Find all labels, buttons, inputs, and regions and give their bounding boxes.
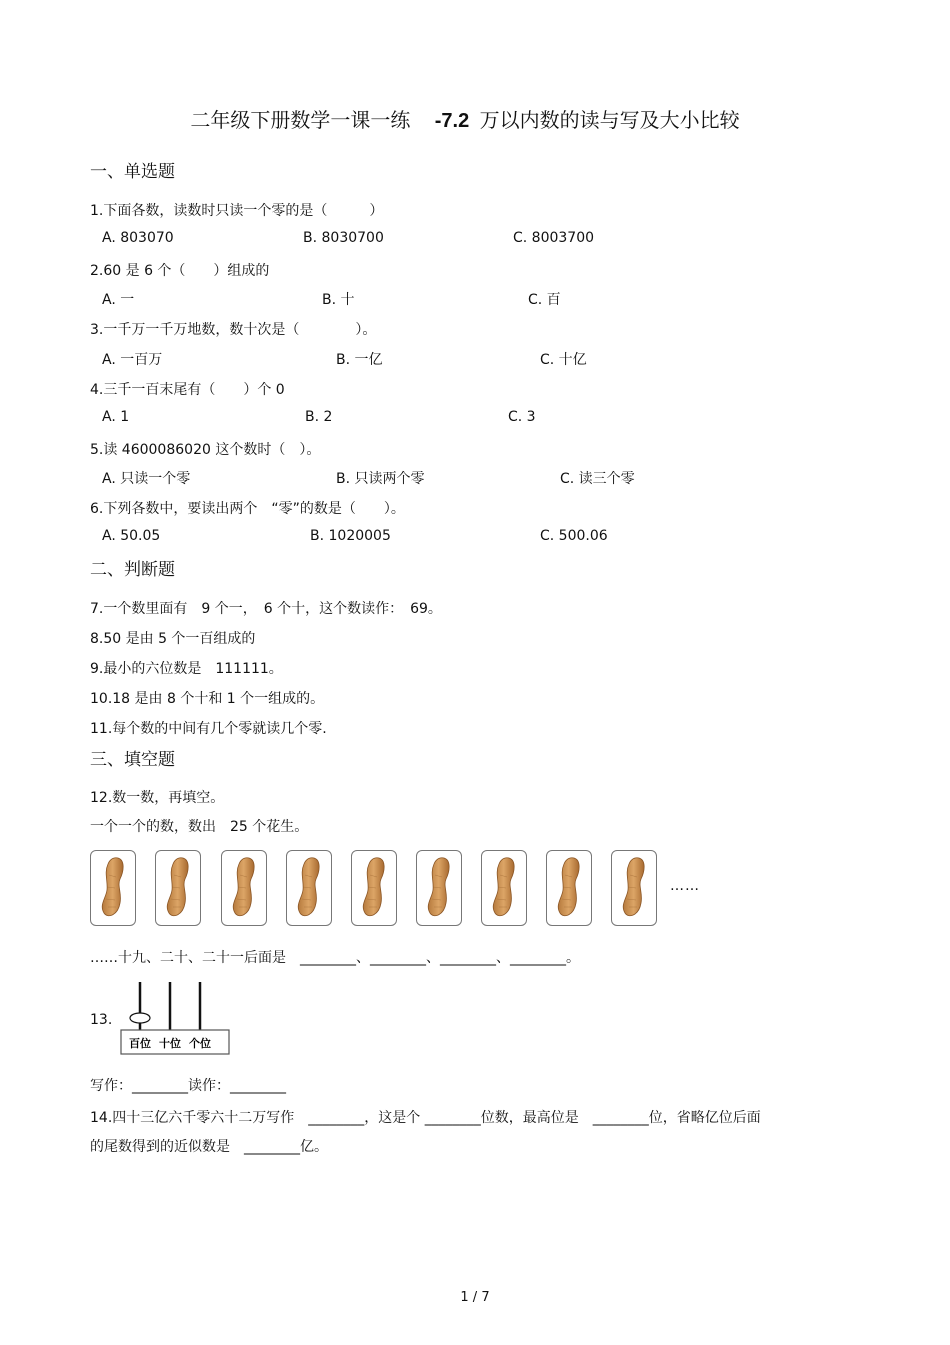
peanut-card (351, 850, 397, 926)
peanut-card (416, 850, 462, 926)
question-11: 11.每个数的中间有几个零就读几个零. (90, 721, 327, 737)
q5-option-a: A. 只读一个零 (102, 471, 191, 487)
abacus-label-ones: 个位 (189, 1037, 211, 1050)
peanut-image (161, 855, 195, 921)
q6-option-c: C. 500.06 (540, 528, 608, 544)
question-12: 12.数一数，再填空。 (90, 790, 225, 806)
question-12-instruction: 一个一个的数，数出 25 个花生。 (90, 819, 309, 835)
question-4: 4.三千一百末尾有（ ）个 0 (90, 382, 285, 398)
q1-option-c: C. 8003700 (513, 230, 595, 246)
abacus-label-tens: 十位 (159, 1037, 181, 1050)
peanut-card (90, 850, 136, 926)
q5-option-c: C. 读三个零 (560, 471, 635, 487)
title-prefix: 二年级下册数学一课一练 (190, 108, 411, 132)
peanut-image (617, 855, 651, 921)
title-number: -7.2 (434, 110, 470, 132)
question-12-fill: ……十九、二十、二十一后面是 ________、________、________、________。 (90, 950, 580, 966)
peanut-ellipsis: …… (670, 878, 700, 894)
peanut-image (227, 855, 261, 921)
q1-option-a: A. 803070 (102, 230, 174, 246)
q3-option-b: B. 一亿 (336, 352, 383, 368)
question-1: 1.下面各数，读数时只读一个零的是（ ） (90, 203, 384, 219)
peanut-card (546, 850, 592, 926)
peanut-card (611, 850, 657, 926)
section-heading-single-choice: 一、单选题 (90, 162, 175, 182)
question-2: 2.60 是 6 个（ ）组成的 (90, 263, 270, 279)
abacus-bead (130, 1013, 150, 1023)
peanut-card (481, 850, 527, 926)
title-suffix: 万以内数的读与写及大小比较 (479, 108, 740, 132)
q1-option-b: B. 8030700 (303, 230, 384, 246)
q2-option-a: A. 一 (102, 292, 135, 308)
page-number: 1 / 7 (460, 1290, 490, 1305)
question-13-fill: 写作：________读作：________ (90, 1078, 286, 1094)
q4-option-b: B. 2 (305, 409, 333, 425)
peanut-card (221, 850, 267, 926)
peanut-card (286, 850, 332, 926)
section-heading-fill-blank: 三、填空题 (90, 750, 175, 770)
peanut-image (292, 855, 326, 921)
question-7: 7.一个数里面有 9 个一， 6 个十，这个数读作： 69。 (90, 601, 442, 617)
q2-option-c: C. 百 (528, 292, 561, 308)
q3-option-a: A. 一百万 (102, 352, 163, 368)
q4-option-c: C. 3 (508, 409, 536, 425)
peanut-image (96, 855, 130, 921)
q2-option-b: B. 十 (322, 292, 355, 308)
question-8: 8.50 是由 5 个一百组成的 (90, 631, 256, 647)
abacus-figure (120, 980, 232, 1058)
q6-option-b: B. 1020005 (310, 528, 391, 544)
question-6: 6.下列各数中，要读出两个 “零”的数是（ ）。 (90, 501, 405, 517)
q6-option-a: A. 50.05 (102, 528, 161, 544)
question-9: 9.最小的六位数是 111111。 (90, 661, 283, 677)
question-14-line2: 的尾数得到的近似数是 ________亿。 (90, 1139, 328, 1155)
question-3: 3.一千万一千万地数，数十次是（ ）。 (90, 322, 377, 338)
q5-option-b: B. 只读两个零 (336, 471, 425, 487)
page-title (0, 104, 930, 133)
section-heading-true-false: 二、判断题 (90, 560, 175, 580)
q3-option-c: C. 十亿 (540, 352, 587, 368)
peanut-card (155, 850, 201, 926)
question-5: 5.读 4600086020 这个数时（ ）。 (90, 442, 321, 458)
question-10: 10.18 是由 8 个十和 1 个一组成的。 (90, 691, 325, 707)
peanut-image (552, 855, 586, 921)
peanut-image (487, 855, 521, 921)
question-14-line1: 14.四十三亿六千零六十二万写作 ________，这是个 ________位数，最高位是 ________位，省略亿位后面 (90, 1110, 761, 1126)
peanut-image (422, 855, 456, 921)
question-13: 13. (90, 1012, 113, 1028)
peanut-image (357, 855, 391, 921)
abacus-label-hundreds: 百位 (129, 1037, 151, 1050)
q4-option-a: A. 1 (102, 409, 130, 425)
